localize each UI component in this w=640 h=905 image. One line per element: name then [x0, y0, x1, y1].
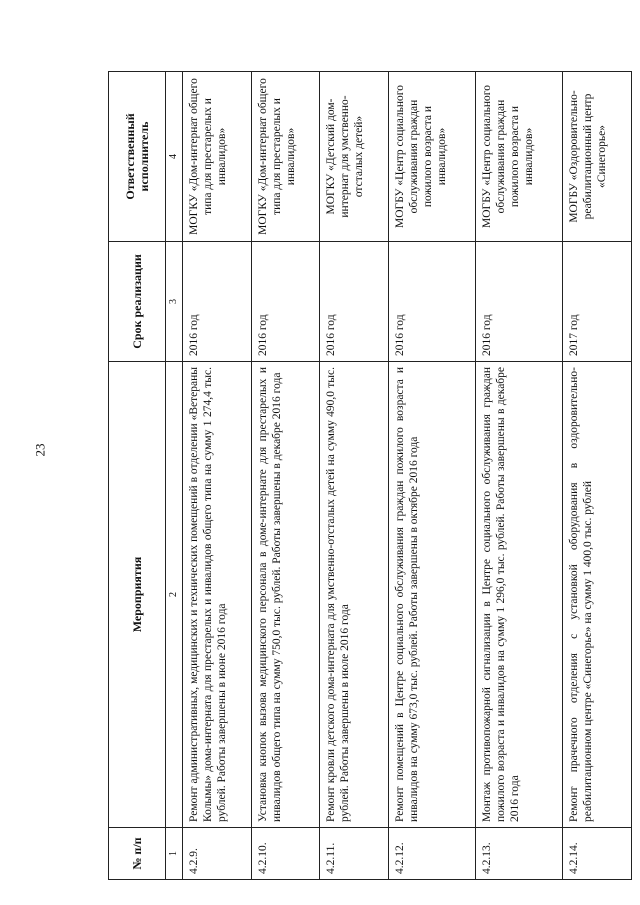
row-number: 4.2.14.	[563, 828, 632, 880]
row-number: 4.2.11.	[320, 828, 389, 880]
row-number: 4.2.10.	[251, 828, 320, 880]
row-executor: МОГКУ «Дом-интернат общего типа для престарелых и инвалидов»	[251, 72, 320, 242]
row-activity: Монтаж противопожарной сигнализации в Центре социального обслуживания граждан пожилого возраста и инвалидов на сумму 1 296,0 тыс. рублей. Работы завершены в декабре 2016 года	[476, 362, 563, 828]
header-activities: Мероприятия	[109, 362, 166, 828]
row-activity: Ремонт помещений в Центре социального обслуживания граждан пожилого возраста и инвалидов на сумму 673,0 тыс. рублей. Работы завершены в октябре 2016 года	[388, 362, 475, 828]
rotated-table-container	[108, 72, 632, 880]
row-activity: Установка кнопок вызова медицинского персонала в доме-интернате для престарелых и инвалидов общего типа на сумму 750,0 тыс. рублей. Работы завершены в декабре 2016 года	[251, 362, 320, 828]
row-executor: МОГБУ «Центр социального обслуживания граждан пожилого возраста и инвалидов»	[388, 72, 475, 242]
row-term: 2016 год	[476, 242, 563, 362]
header-executor: Ответственный исполнитель	[109, 72, 166, 242]
row-executor: МОГБУ «Центр социального обслуживания граждан пожилого возраста и инвалидов»	[476, 72, 563, 242]
table-row	[320, 72, 389, 880]
row-number: 4.2.13.	[476, 828, 563, 880]
col-index: 3	[166, 242, 183, 362]
row-executor: МОГБУ «Оздоровительно-реабилитационный центр «Синегорье»	[563, 72, 632, 242]
col-index: 4	[166, 72, 183, 242]
table-row	[251, 72, 320, 880]
table-row	[563, 72, 632, 880]
row-number: 4.2.9.	[183, 828, 252, 880]
col-index: 1	[166, 828, 183, 880]
activities-table	[108, 71, 632, 880]
table-row	[388, 72, 475, 880]
header-term: Срок реализации	[109, 242, 166, 362]
row-term: 2016 год	[388, 242, 475, 362]
col-index: 2	[166, 362, 183, 828]
column-index-row	[166, 72, 183, 880]
row-term: 2016 год	[183, 242, 252, 362]
row-number: 4.2.12.	[388, 828, 475, 880]
row-term: 2016 год	[320, 242, 389, 362]
table-row	[183, 72, 252, 880]
row-executor: МОГКУ «Детский дом-интернат для умственно-отсталых детей»	[320, 72, 389, 242]
row-activity: Ремонт административных, медицинских и технических помещений в отделении «Ветераны Колымы» дома-интерната для престарелых и инвалидов общего типа на сумму 1 274,4 тыс. рублей. Работы завершены в июне 2016 года	[183, 362, 252, 828]
table-row	[476, 72, 563, 880]
table-header-row	[109, 72, 166, 880]
row-executor: МОГКУ «Дом-интернат общего типа для престарелых и инвалидов»	[183, 72, 252, 242]
row-activity: Ремонт прачечного отделения с установкой оборудования в оздоровительно-реабилитационном центре «Синегорье» на сумму 1 400,0 тыс. рублей	[563, 362, 632, 828]
row-term: 2016 год	[251, 242, 320, 362]
header-num: № п/п	[109, 828, 166, 880]
row-term: 2017 год	[563, 242, 632, 362]
page-number: 23	[32, 443, 48, 457]
row-activity: Ремонт кровли детского дома-интерната для умственно-отсталых детей на сумму 490,0 тыс. рублей. Работы завершены в июле 2016 года	[320, 362, 389, 828]
